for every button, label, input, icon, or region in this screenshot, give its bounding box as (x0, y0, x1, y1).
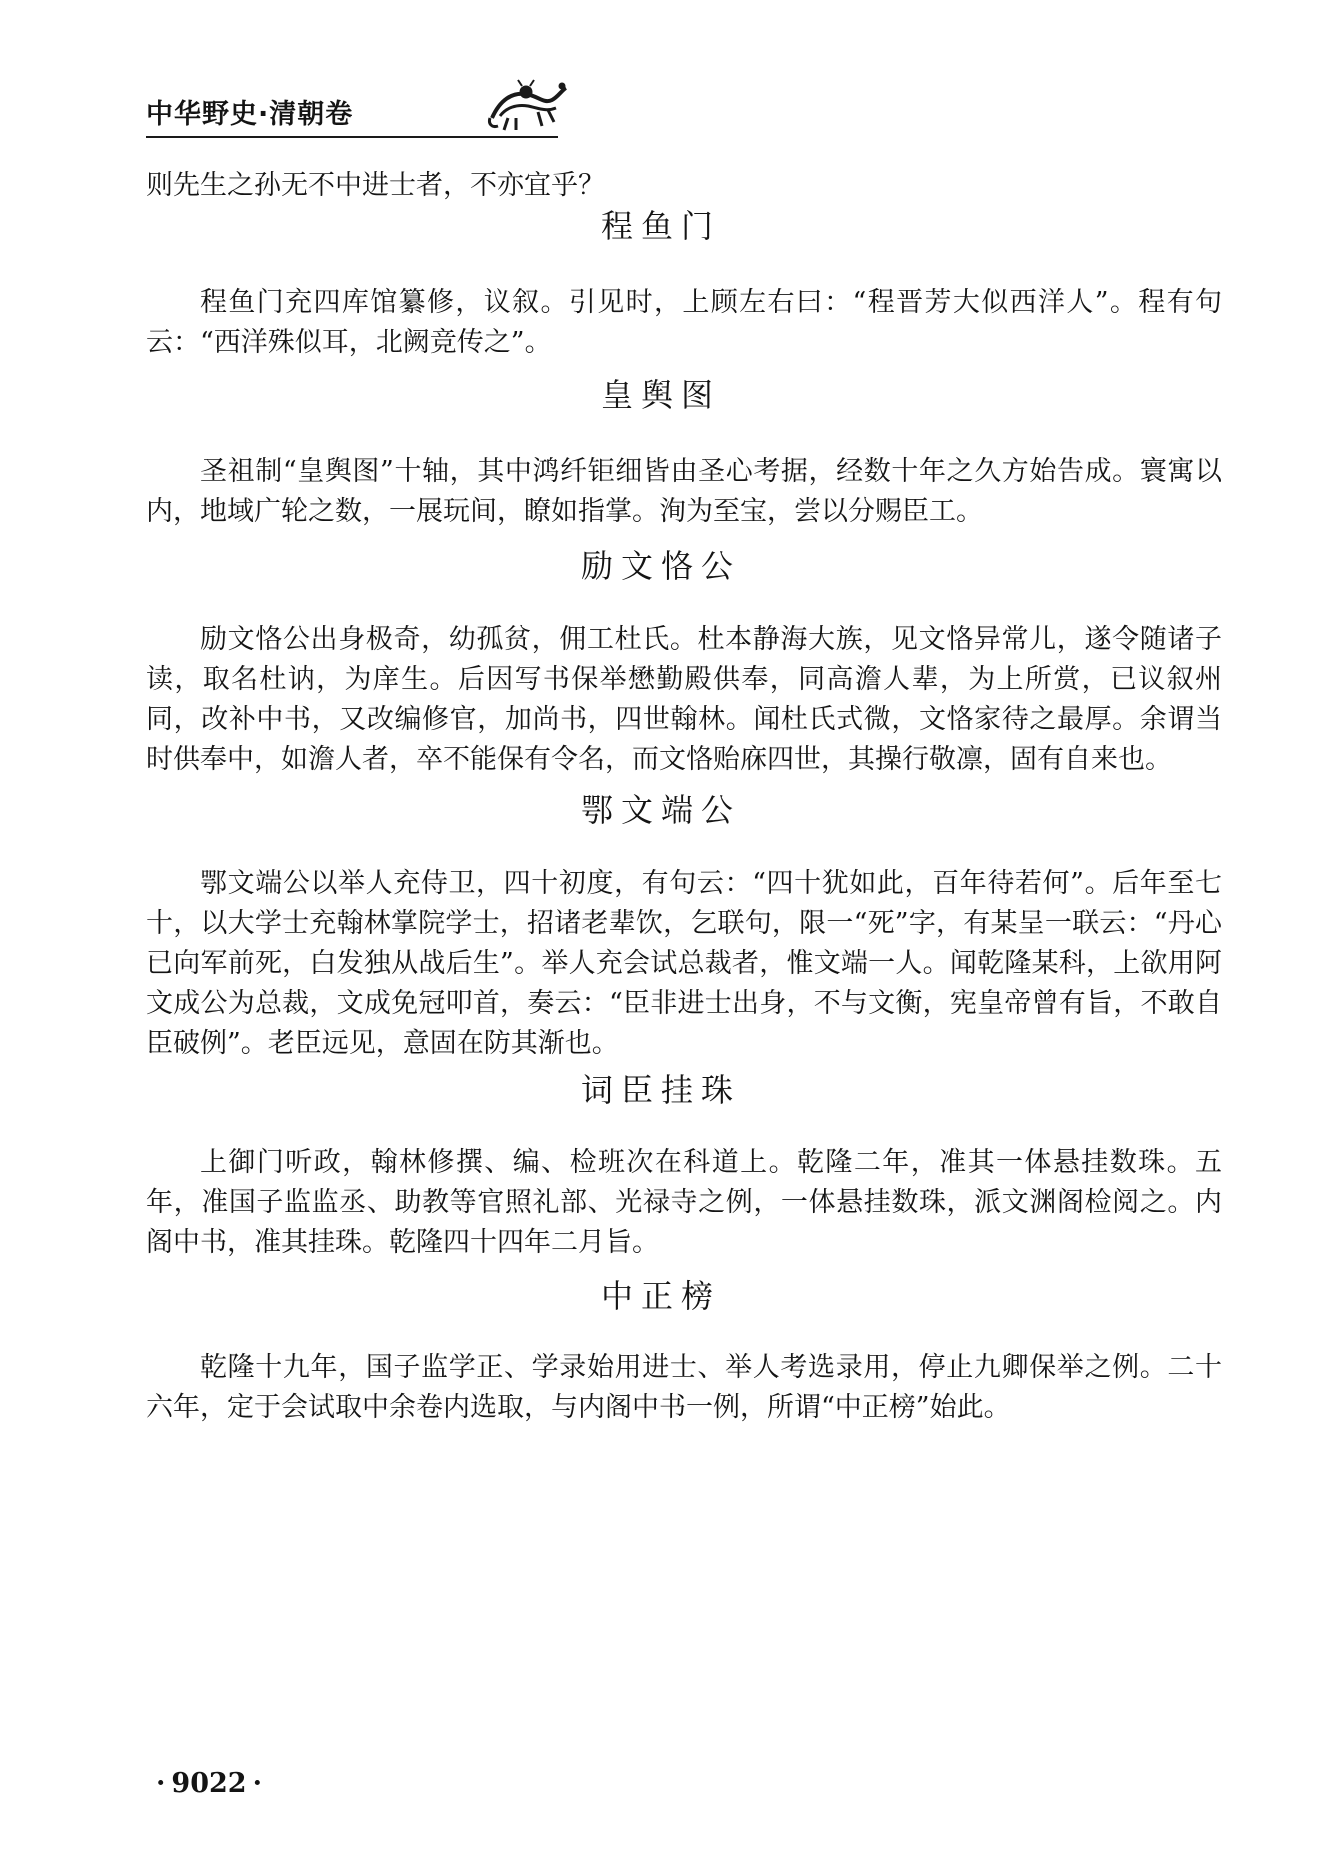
section-body: 程鱼门充四库馆纂修，议叙。引见时，上顾左右曰：“程晋芳大似西洋人”。程有句云：“西洋殊似耳，北阙竞传之”。 (146, 287, 1222, 358)
lead-paragraph: 则先生之孙无不中进士者，不亦宜乎？ (146, 170, 605, 201)
page-number-value: 9022 (171, 1768, 247, 1799)
section-body: 上御门听政，翰林修撰、编、检班次在科道上。乾隆二年，准其一体悬挂数珠。五年，准国子监监丞、助教等官照礼部、光禄寺之例，一体悬挂数珠，派文渊阁检阅之。内阁中书，准其挂珠。乾隆四十四年二月旨。 (146, 1147, 1222, 1258)
header-rule (146, 136, 558, 138)
section-heading: 程鱼门 (600, 207, 721, 245)
section-heading: 皇舆图 (600, 376, 721, 414)
section-heading: 中正榜 (600, 1277, 721, 1315)
section-body: 乾隆十九年，国子监学正、学录始用进士、举人考选录用，停止九卿保举之例。二十六年，定于会试取中余卷内选取，与内阁中书一例，所谓“中正榜”始此。 (146, 1352, 1222, 1423)
page-number-dot: · (252, 1768, 262, 1799)
page-number (150, 1768, 268, 1799)
running-header (146, 88, 558, 150)
page-number-dot: · (156, 1768, 166, 1799)
running-title: 中华野史·清朝卷 (146, 99, 354, 130)
section-body: 圣祖制“皇舆图”十轴，其中鸿纤钜细皆由圣心考据，经数十年之久方始告成。寰寓以内，地域广轮之数，一展玩间，瞭如指掌。洵为至宝，尝以分赐臣工。 (146, 456, 1222, 527)
section-body: 鄂文端公以举人充侍卫，四十初度，有句云：“四十犹如此，百年待若何”。后年至七十，以大学士充翰林掌院学士，招诸老辈饮，乞联句，限一“死”字，有某呈一联云：“丹心已向军前死，白发独从战后生”。举人充会试总裁者，惟文端一人。闻乾隆某科，上欲用阿文成公为总裁，文成免冠叩首，奏云：“臣非进士出身，不与文衡，宪皇帝曾有旨，不敢自臣破例”。老臣远见，意固在防其渐也。 (146, 868, 1222, 1059)
section-body: 励文恪公出身极奇，幼孤贫，佣工杜氏。杜本静海大族，见文恪异常儿，遂令随诸子读，取名杜讷，为庠生。后因写书保举懋勤殿供奉，同高澹人辈，为上所赏，已议叙州同，改补中书，又改编修官，加尚书，四世翰林。闻杜氏式微，文恪家待之最厚。余谓当时供奉中，如澹人者，卒不能保有令名，而文恪贻庥四世，其操行敬凛，固有自来也。 (146, 624, 1222, 775)
section-heading: 词臣挂珠 (580, 1071, 741, 1109)
section-heading: 鄂文端公 (580, 791, 741, 829)
dragon-emblem-icon (486, 78, 570, 134)
section-heading: 励文恪公 (580, 547, 741, 585)
